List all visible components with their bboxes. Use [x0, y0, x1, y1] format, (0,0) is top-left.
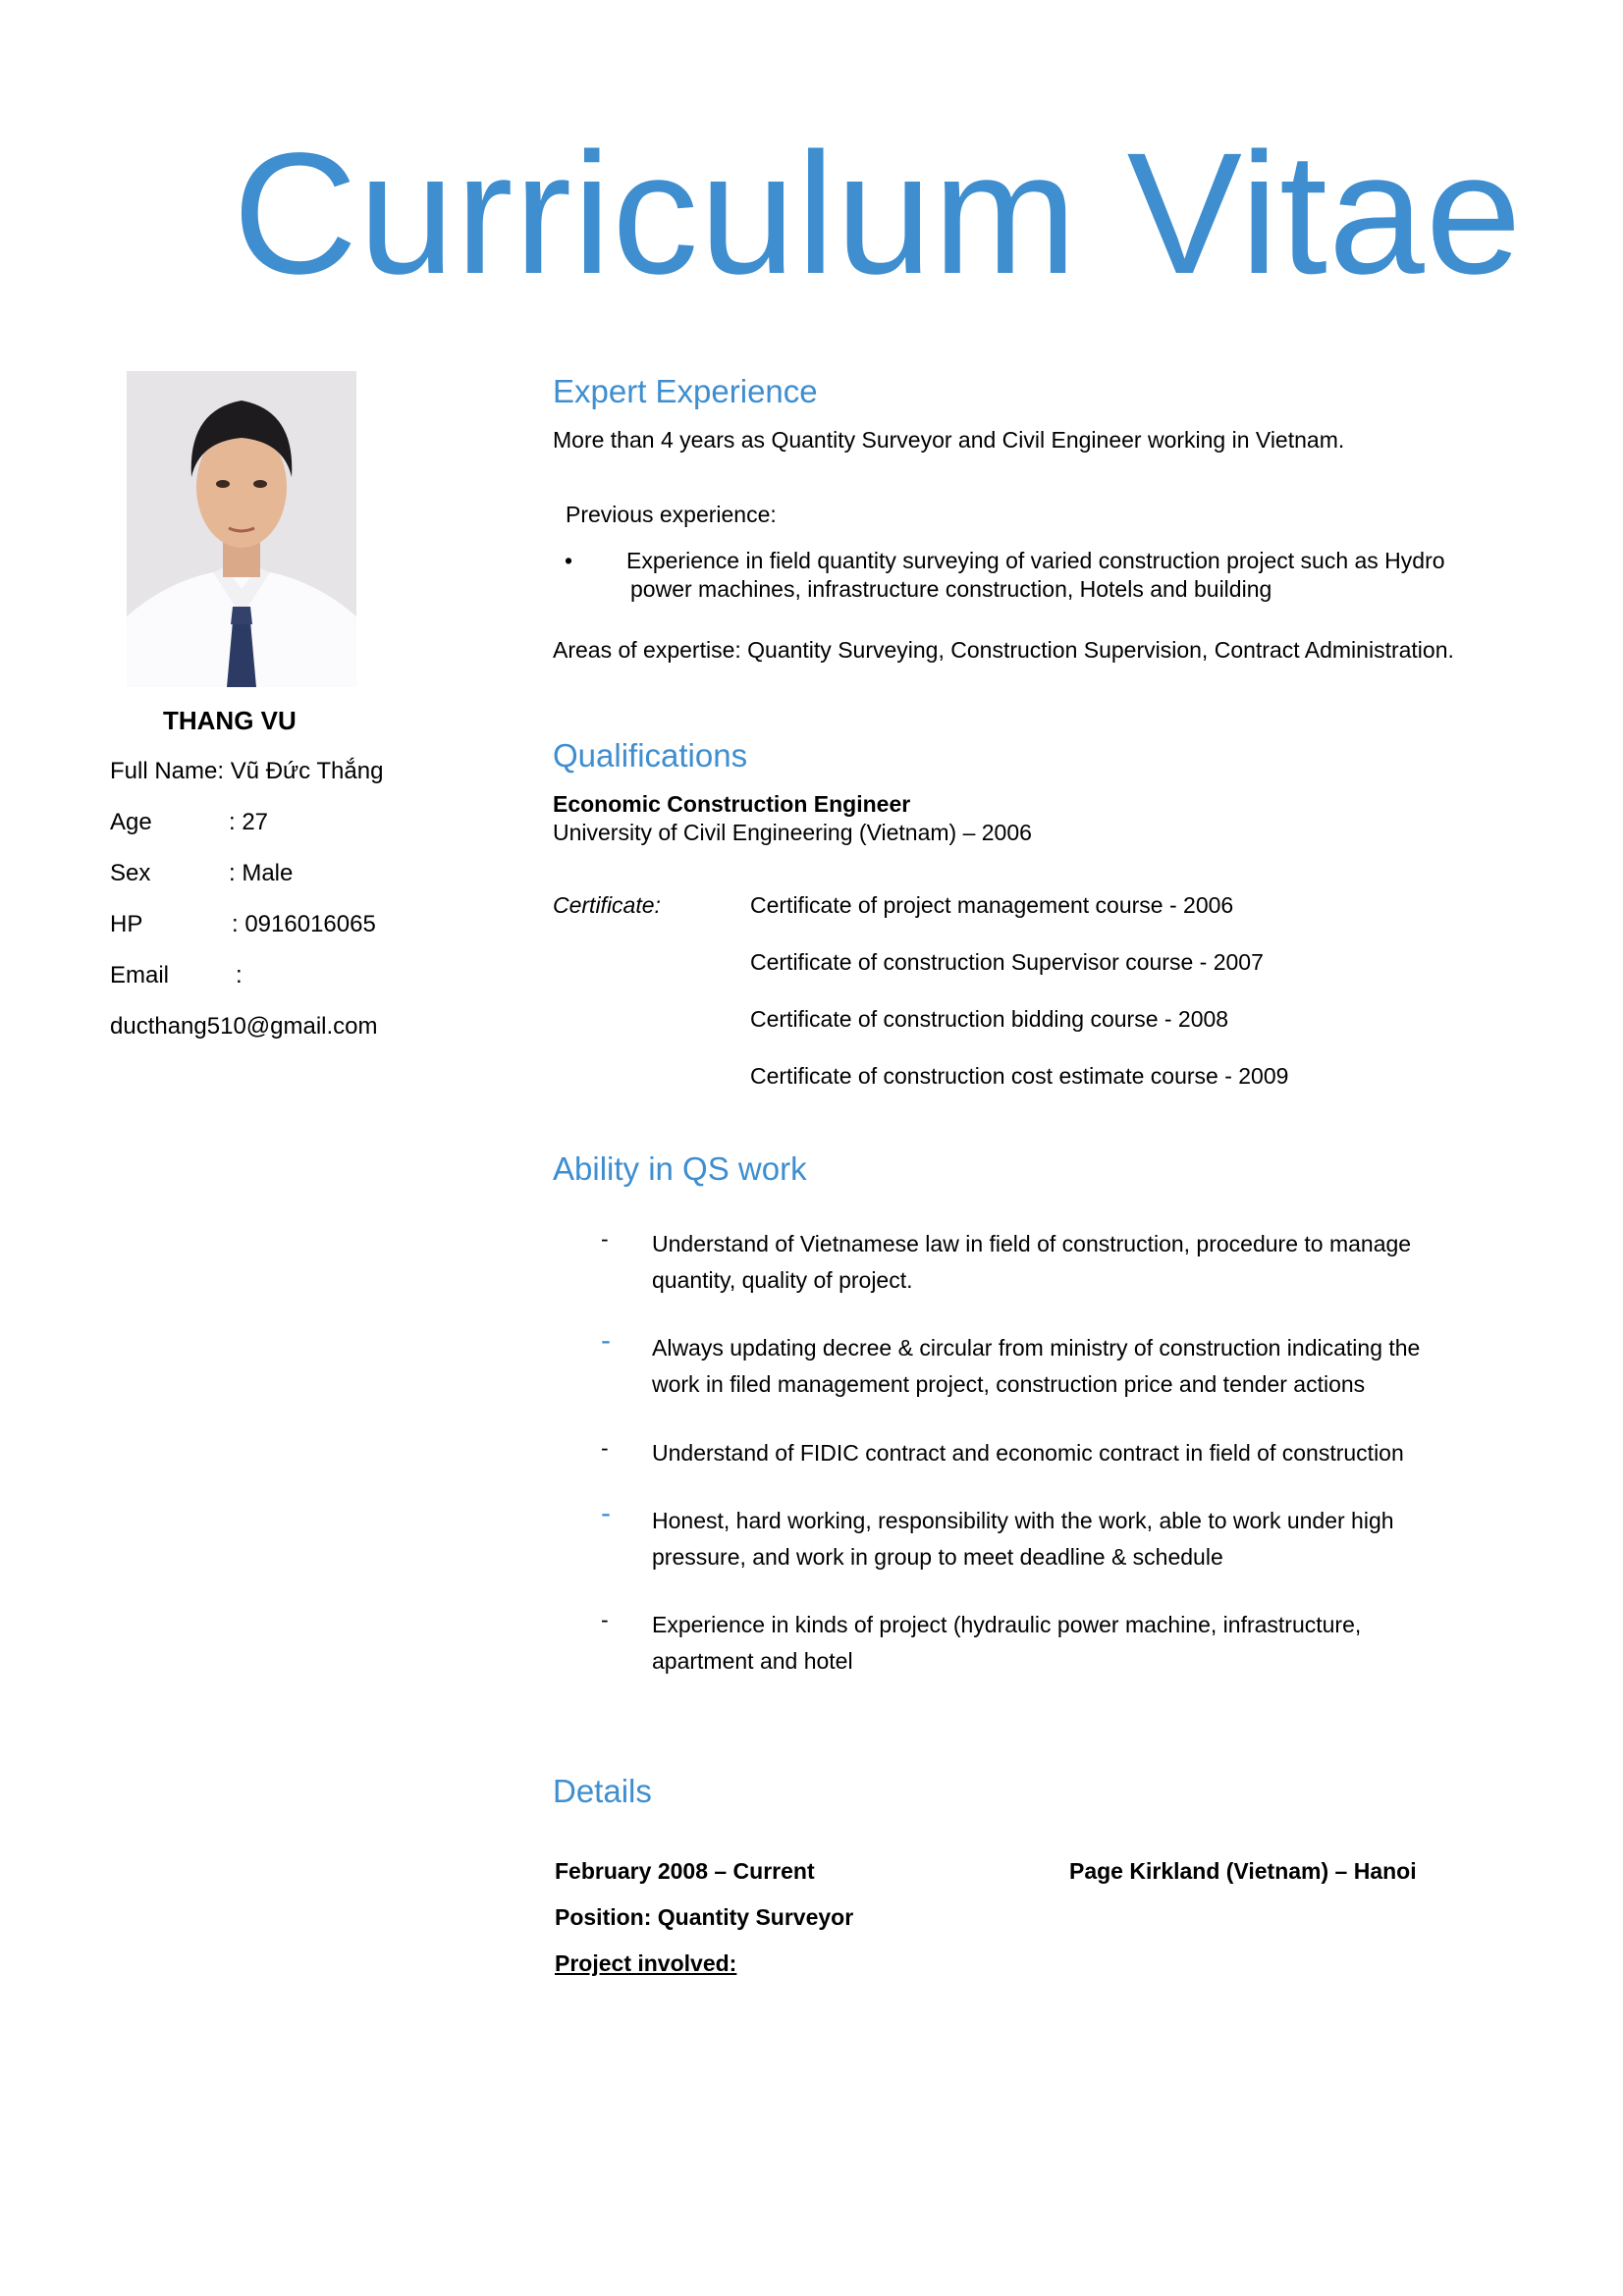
list-dash: -: [601, 1607, 609, 1632]
ability-item: [652, 1226, 1411, 1299]
full-name-label: Full Name:: [110, 758, 225, 784]
certificate-item: Certificate of construction Supervisor course - 2007: [750, 949, 1264, 975]
previous-experience-label: Previous experience:: [566, 502, 777, 527]
ability-item-line1: Understand of FIDIC contract and economic contract in field of construction: [652, 1440, 1404, 1466]
list-dash: -: [601, 1435, 609, 1461]
email-value[interactable]: ducthang510@gmail.com: [110, 1013, 378, 1040]
employer: Page Kirkland (Vietnam) – Hanoi: [1069, 1858, 1417, 1884]
profile-name: THANG VU: [163, 706, 297, 735]
profile-photo: [127, 371, 356, 687]
age-label: Age: [110, 809, 152, 835]
qualifications-heading: Qualifications: [553, 737, 748, 774]
hp-row: [110, 911, 376, 938]
ability-item: [652, 1503, 1394, 1575]
employment-period: February 2008 – Current: [555, 1858, 815, 1884]
sex-value: : Male: [229, 860, 294, 886]
certificate-item: Certificate of construction bidding course - 2008: [750, 1006, 1229, 1032]
ability-item-line2: quantity, quality of project.: [652, 1267, 913, 1293]
degree: Economic Construction Engineer: [553, 791, 911, 817]
certificate-item: Certificate of construction cost estimate course - 2009: [750, 1063, 1289, 1089]
expert-experience-heading: Expert Experience: [553, 373, 818, 409]
age-row: [110, 809, 268, 836]
position: Position: Quantity Surveyor: [555, 1904, 854, 1930]
full-name-row: [110, 758, 383, 785]
experience-bullet-line2: power machines, infrastructure construction, Hotels and building: [630, 576, 1272, 602]
list-dash: -: [601, 1324, 611, 1357]
ability-item-line1: Understand of Vietnamese law in field of construction, procedure to manage: [652, 1231, 1412, 1256]
certificate-label: Certificate:: [553, 892, 661, 918]
ability-item-line2: pressure, and work in group to meet deadline & schedule: [652, 1544, 1223, 1570]
ability-item: [652, 1435, 1404, 1471]
full-name-value: Vũ Đức Thắng: [230, 758, 384, 784]
experience-bullet-line1: Experience in field quantity surveying of varied construction project such as Hydro: [626, 548, 1445, 573]
hp-value: : 0916016065: [232, 911, 376, 937]
experience-summary: More than 4 years as Quantity Surveyor and Civil Engineer working in Vietnam.: [553, 427, 1345, 453]
ability-item-line1: Honest, hard working, responsibility with the work, able to work under high: [652, 1508, 1394, 1533]
certificate-item: Certificate of project management course - 2006: [750, 892, 1234, 918]
email-label: Email: [110, 962, 170, 988]
ability-item: [652, 1607, 1361, 1680]
age-value: : 27: [229, 809, 269, 835]
hp-label: HP: [110, 911, 143, 937]
ability-item-line2: apartment and hotel: [652, 1648, 853, 1674]
portrait-illustration: [127, 371, 356, 687]
page-title: Curriculum Vitae: [233, 118, 1523, 310]
ability-item-line1: Always updating decree & circular from ministry of construction indicating the: [652, 1335, 1421, 1361]
list-dash: -: [601, 1497, 611, 1529]
list-dash: -: [601, 1226, 609, 1252]
details-heading: Details: [553, 1773, 652, 1809]
project-involved-label: Project involved:: [555, 1950, 737, 1976]
bullet-icon: •: [565, 548, 573, 573]
areas-of-expertise: Areas of expertise: Quantity Surveying, Construction Supervision, Contract Administration.: [553, 637, 1454, 663]
ability-item: [652, 1330, 1420, 1403]
email-row: [110, 962, 243, 989]
ability-item-line1: Experience in kinds of project (hydraulic power machine, infrastructure,: [652, 1612, 1362, 1637]
ability-item-line2: work in filed management project, construction price and tender actions: [652, 1371, 1366, 1397]
ability-heading: Ability in QS work: [553, 1150, 807, 1187]
email-colon: :: [236, 962, 243, 988]
university: University of Civil Engineering (Vietnam) – 2006: [553, 820, 1032, 845]
sex-label: Sex: [110, 860, 151, 886]
sex-row: [110, 860, 293, 887]
